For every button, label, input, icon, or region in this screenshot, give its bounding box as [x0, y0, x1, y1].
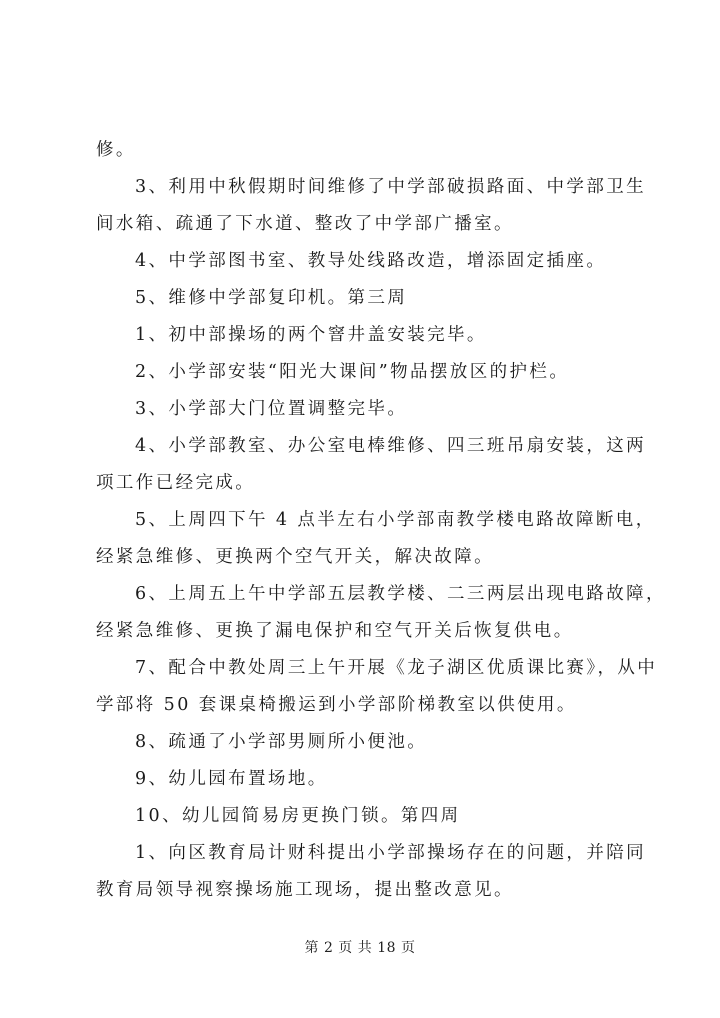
text-line: 项工作已经完成。 [96, 473, 256, 493]
text-line: 1、初中部操场的两个窨井盖安装完毕。 [135, 325, 487, 345]
text-line: 5、上周四下午 4 点半左右小学部南教学楼电路故障断电， [135, 510, 656, 530]
text-line: 2、小学部安装“阳光大课间”物品摆放区的护栏。 [135, 362, 570, 382]
text-line: 间水箱、疏通了下水道、整改了中学部广播室。 [96, 214, 514, 234]
document-body [96, 132, 666, 909]
text-line: 7、配合中教处周三上午开展《龙子湖区优质课比赛》，从中 [135, 658, 658, 678]
text-line: 9、幼儿园布置场地。 [135, 769, 328, 789]
page-number-footer: 第 2 页 共 18 页 [304, 940, 416, 956]
text-line: 3、利用中秋假期时间维修了中学部破损路面、中学部卫生 [135, 177, 647, 197]
text-line: 经紧急维修、更换两个空气开关，解决故障。 [96, 547, 494, 567]
text-line: 3、小学部大门位置调整完毕。 [135, 399, 408, 419]
text-line: 10、幼儿园简易房更换门锁。第四周 [135, 806, 461, 826]
text-line: 学部将 50 套课桌椅搬运到小学部阶梯教室以供使用。 [96, 695, 577, 715]
text-line: 8、疏通了小学部男厕所小便池。 [135, 732, 428, 752]
text-line: 教育局领导视察操场施工现场，提出整改意见。 [96, 880, 514, 900]
text-line: 4、中学部图书室、教导处线路改造，增添固定插座。 [135, 251, 607, 271]
text-line: 5、维修中学部复印机。第三周 [135, 288, 408, 308]
text-line: 修。 [96, 140, 136, 160]
text-line: 经紧急维修、更换了漏电保护和空气开关后恢复供电。 [96, 621, 574, 641]
text-line: 4、小学部教室、办公室电棒维修、四三班吊扇安装，这两 [135, 436, 647, 456]
text-line: 1、向区教育局计财科提出小学部操场存在的问题，并陪同 [135, 843, 647, 863]
text-line: 6、上周五上午中学部五层教学楼、二三两层出现电路故障， [135, 584, 666, 604]
